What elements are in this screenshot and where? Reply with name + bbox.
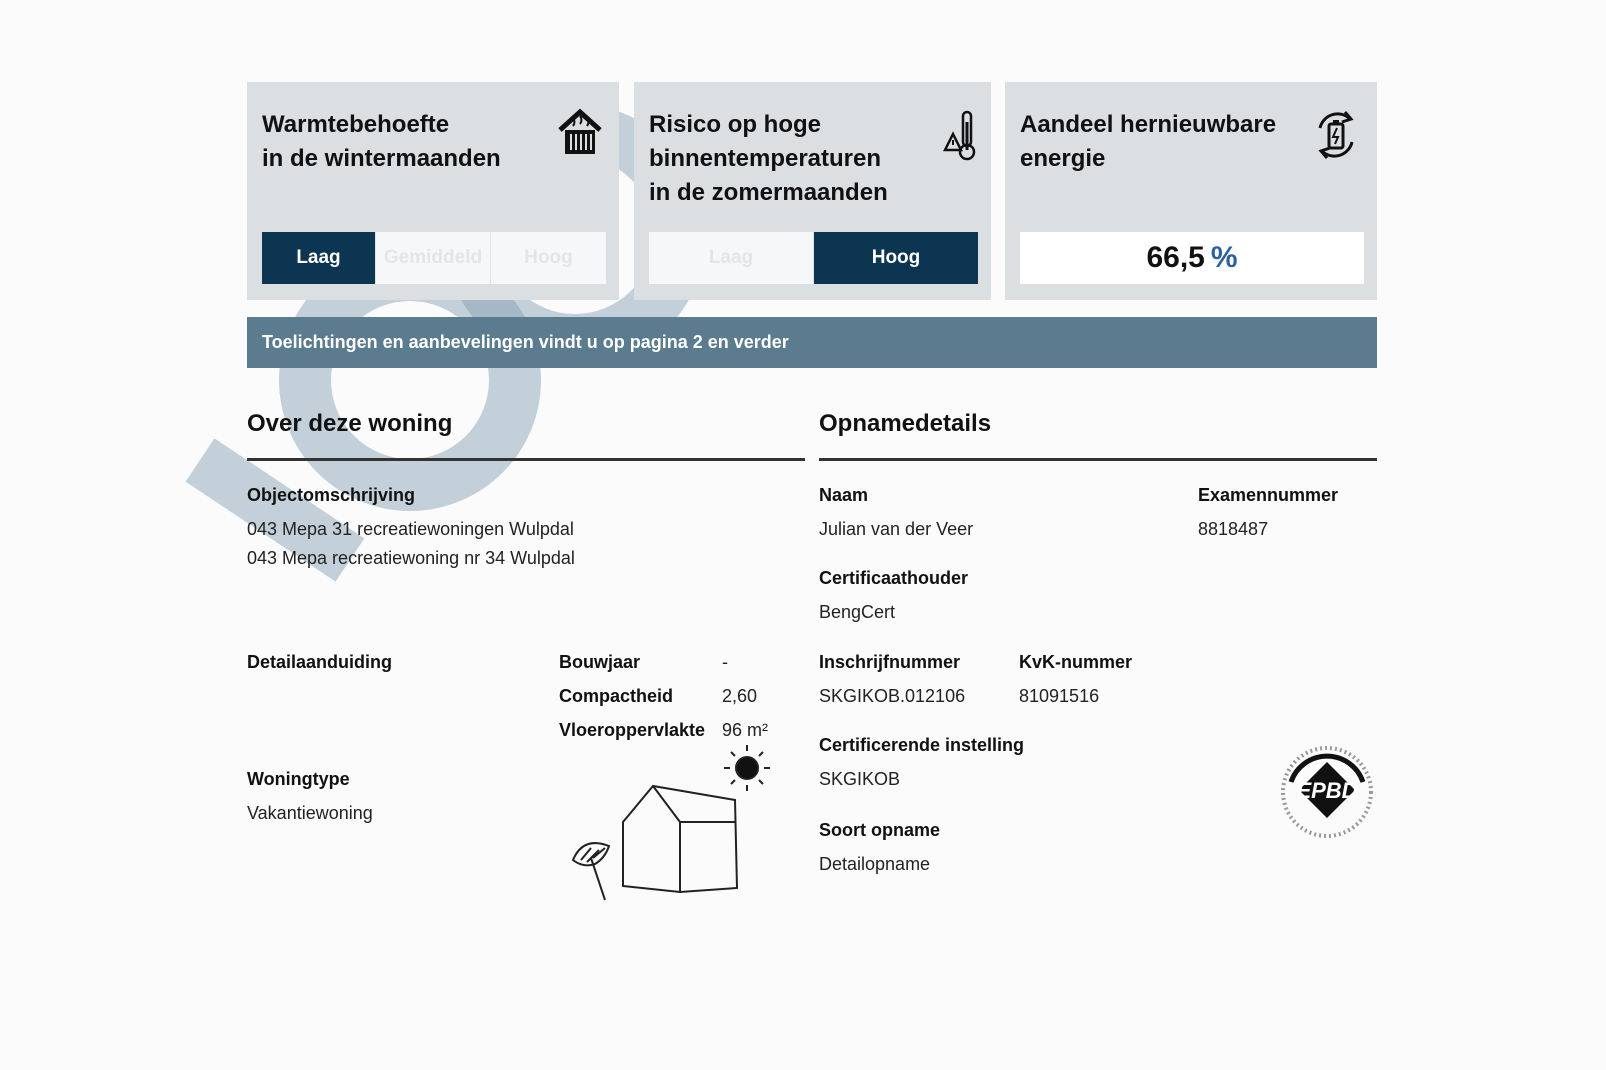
object-description-label: Objectomschrijving [247,485,416,505]
certifying-institution-value: SKGIKOB [819,769,901,789]
section-divider-woning [247,458,805,461]
floor-area-label: Vloeroppervlakte [559,720,706,740]
certifying-institution-label: Certificerende instelling [819,735,1025,755]
bouwjaar-label: Bouwjaar [559,652,641,672]
epbd-logo-text: EPBD [1296,778,1358,803]
thermometer-warning-icon [941,108,981,162]
registration-number-value: SKGIKOB.012106 [819,686,966,706]
epbd-logo [1277,742,1377,852]
compactheid-value: 2,60 [722,686,758,706]
kvk-number-value: 81091516 [1019,686,1100,706]
renewable-share-card [1005,82,1377,300]
survey-type-value: Detailopname [819,854,931,874]
object-description-line-1: 043 Mepa 31 recreatiewoningen Wulpdal [247,519,574,539]
heat-option-hoog: Hoog [524,247,573,268]
kvk-number-label: KvK-nummer [1019,652,1133,672]
renewable-percentage: 66,5 [1146,241,1205,274]
percent-unit: % [1210,241,1238,274]
floor-area-value: 96 m² [722,720,769,740]
summer-option-hoog: Hoog [814,232,978,284]
section-title-opname: Opnamedetails [819,410,992,437]
renewable-share-value [1020,232,1364,284]
certificate-holder-label: Certificaathouder [819,568,969,588]
name-label: Naam [819,485,869,505]
heat-demand-scale [262,232,606,284]
exam-number-value: 8818487 [1198,519,1269,539]
summer-overheating-scale [649,232,978,284]
exam-number-label: Examennummer [1198,485,1339,505]
compactheid-label: Compactheid [559,686,674,706]
name-value: Julian van der Veer [819,519,974,539]
certificate-holder-value: BengCert [819,602,896,622]
detail-designation-label: Detailaanduiding [247,652,393,672]
object-description-line-2: 043 Mepa recreatiewoning nr 34 Wulpdal [247,548,575,568]
heat-demand-card [247,82,619,300]
summer-option-laag: Laag [649,232,814,284]
summer-overheating-title: Risico op hoge binnentemperaturen in de zomermaanden [649,111,888,206]
heat-option-laag: Laag [262,232,376,284]
house-type-label: Woningtype [247,769,350,789]
renewable-share-title: Aandeel hernieuwbare energie [1020,111,1277,172]
heat-option-gemiddeld: Gemiddeld [376,232,491,284]
renewable-battery-icon [1311,108,1361,162]
heat-demand-title: Warmtebehoefte in de wintermaanden [262,111,501,172]
survey-type-label: Soort opname [819,820,941,840]
registration-number-label: Inschrijfnummer [819,652,961,672]
section-title-woning: Over deze woning [247,410,453,437]
summer-overheating-card [634,82,991,300]
bouwjaar-value: - [722,652,728,672]
house-heating-icon [557,108,603,158]
explanation-banner: Toelichtingen en aanbevelingen vindt u op pagina 2 en verder [247,317,1377,368]
vacation-house-illustration [565,740,785,910]
house-type-value: Vakantiewoning [247,803,373,823]
section-divider-opname [819,458,1377,461]
